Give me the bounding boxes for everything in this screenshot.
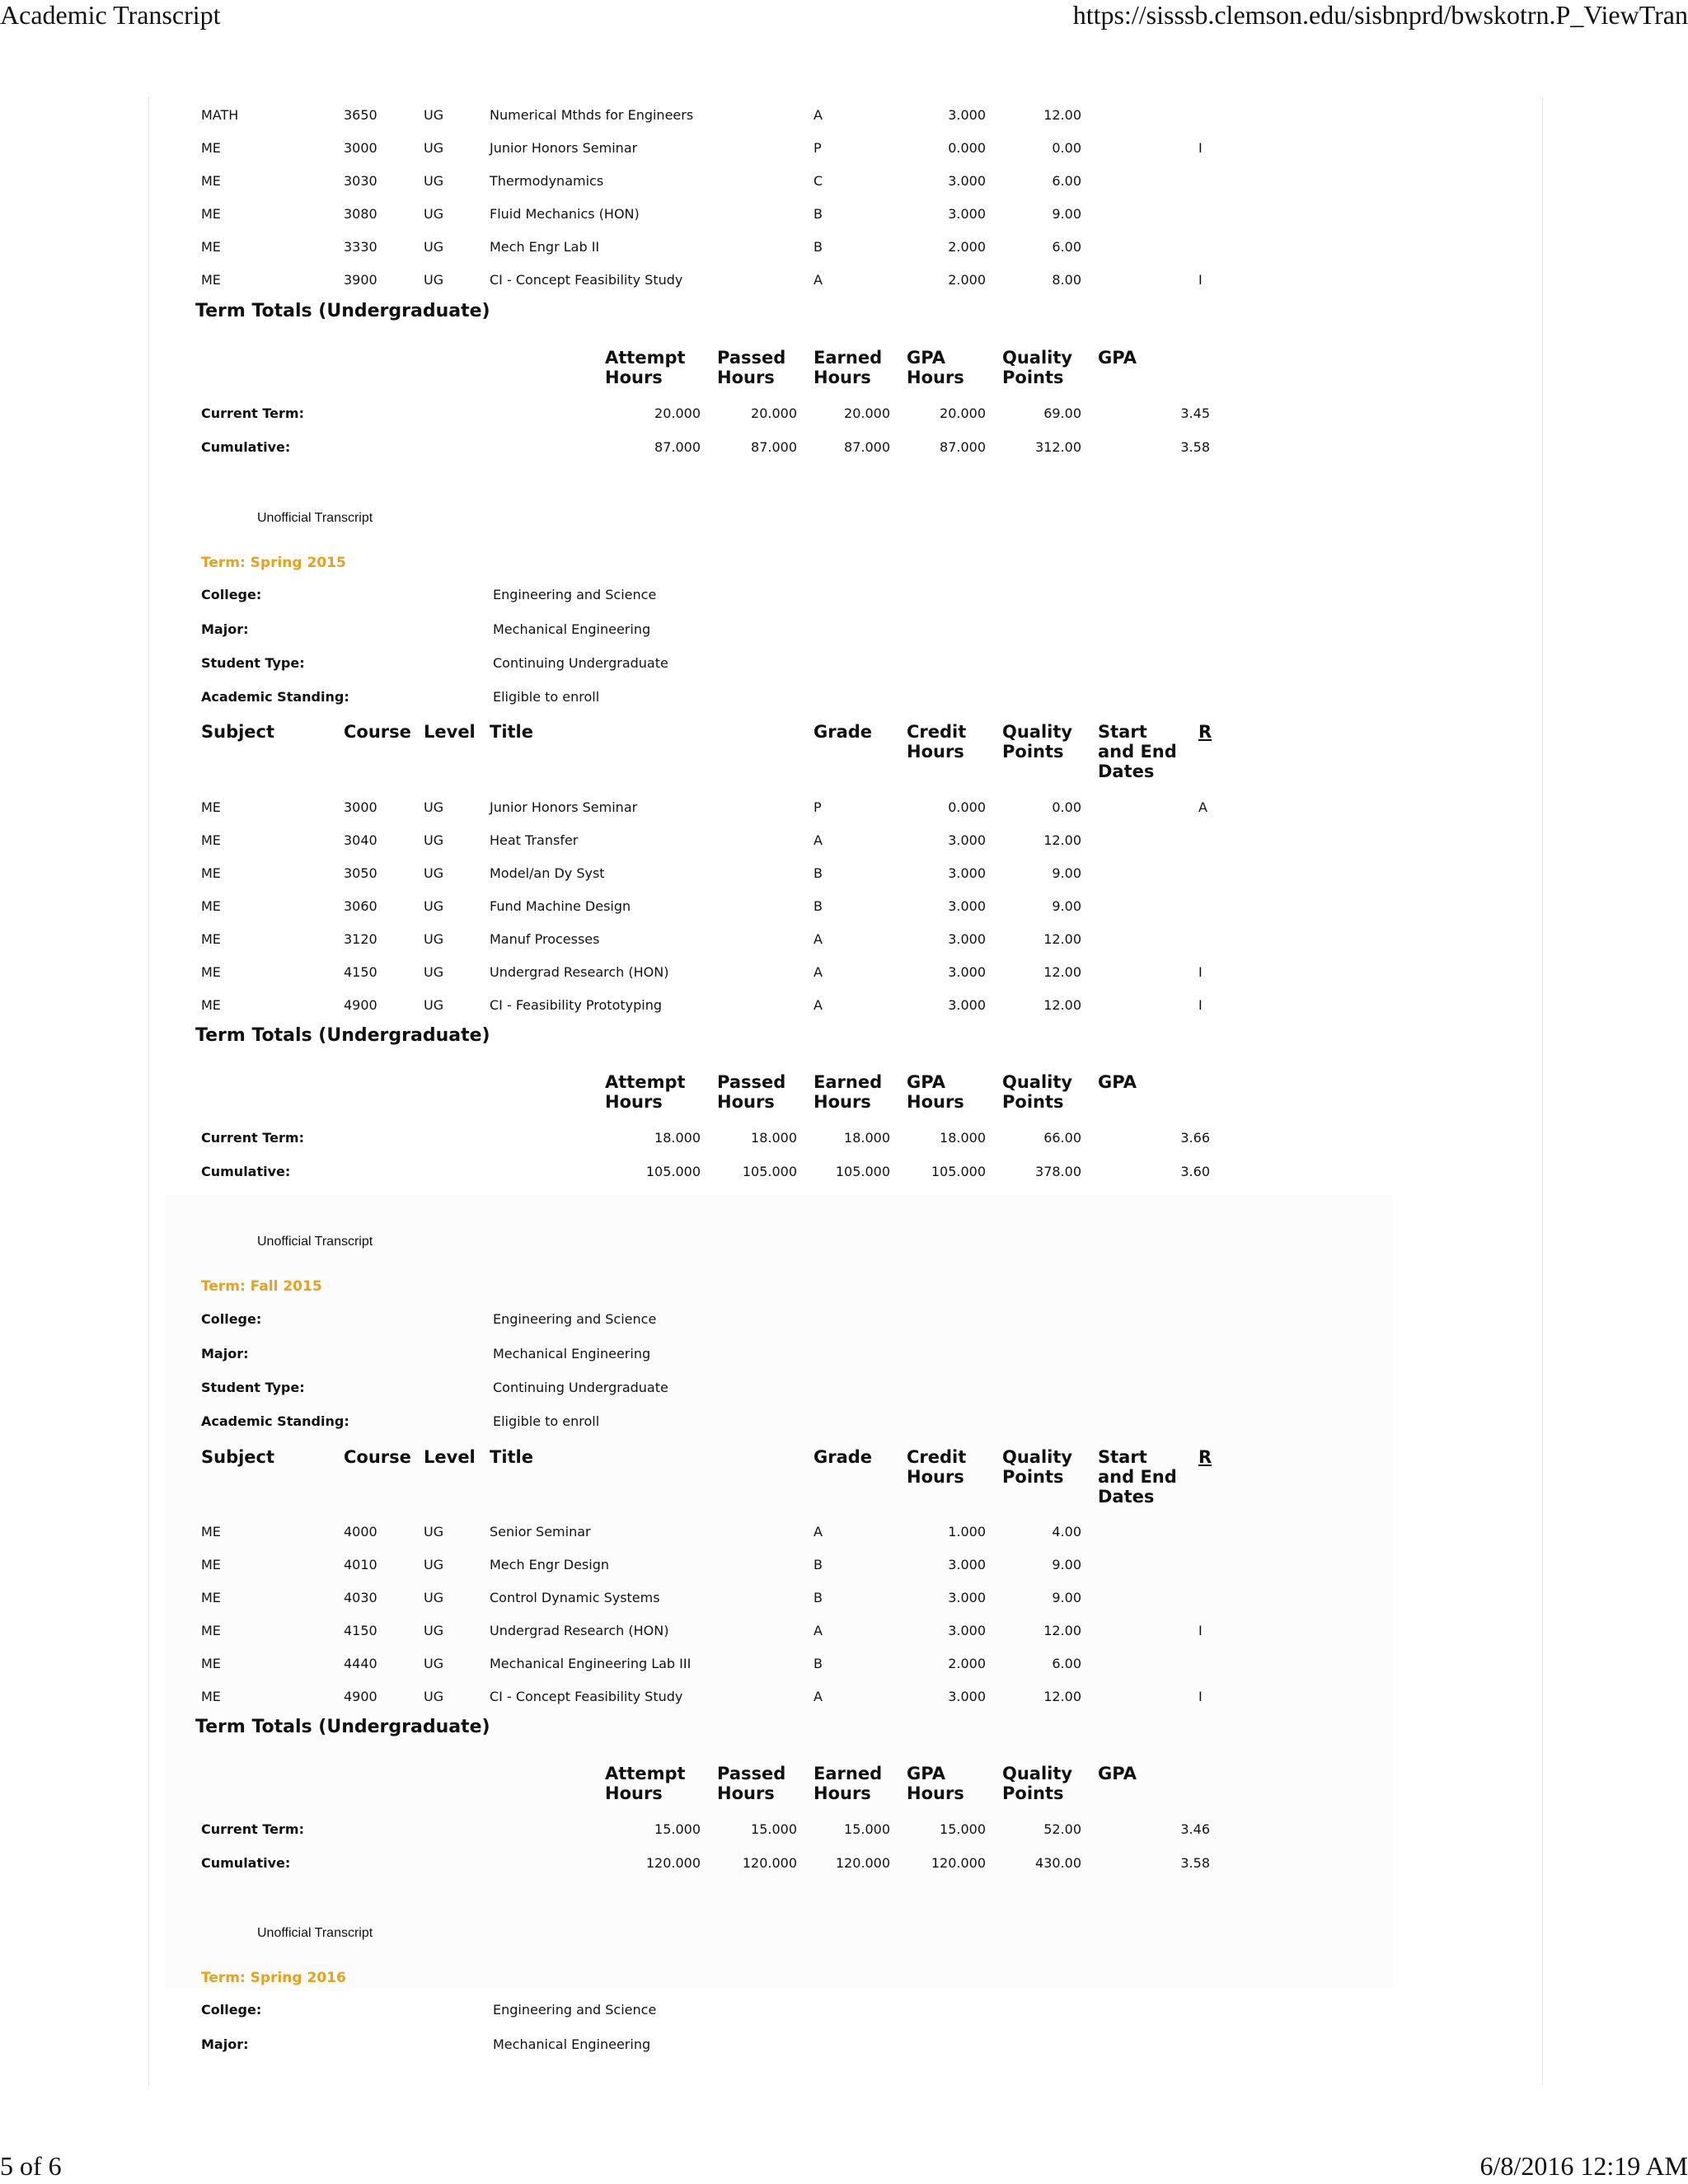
- column-header-subject: Subject: [201, 1447, 275, 1467]
- course-level-cell: UG: [424, 799, 444, 815]
- column-header-dates: Start and End Dates: [1098, 722, 1177, 781]
- course-subject-cell: ME: [201, 173, 221, 189]
- course-r-cell: A: [1198, 799, 1207, 815]
- course-credit-cell: 3.000: [948, 931, 986, 947]
- info-label-major: Major:: [201, 1346, 249, 1361]
- course-level-cell: UG: [424, 931, 444, 947]
- course-credit-cell: 3.000: [948, 1590, 986, 1605]
- course-level-cell: UG: [424, 107, 444, 123]
- current-term-label: Current Term:: [201, 405, 304, 421]
- current-gpa-value: 3.66: [1180, 1130, 1210, 1146]
- course-level-cell: UG: [424, 964, 444, 980]
- course-title-cell: CI - Concept Feasibility Study: [490, 272, 683, 288]
- term-totals-heading: Term Totals (Undergraduate): [195, 1717, 490, 1737]
- course-grade-cell: A: [814, 107, 823, 123]
- course-title-cell: Model/an Dy Syst: [490, 865, 605, 881]
- term-heading: Term: Spring 2016: [201, 1970, 346, 1986]
- course-quality-cell: 9.00: [1052, 898, 1081, 914]
- course-level-cell: UG: [424, 1524, 444, 1540]
- course-course-cell: 3650: [344, 107, 377, 123]
- column-header-title: Title: [490, 1447, 534, 1467]
- cumulative-quality-value: 312.00: [1035, 439, 1081, 455]
- course-subject-cell: ME: [201, 964, 221, 980]
- course-r-cell: I: [1198, 140, 1203, 156]
- current-passed-value: 18.000: [751, 1130, 797, 1146]
- course-quality-cell: 12.00: [1043, 107, 1081, 123]
- column-header-title: Title: [490, 722, 534, 742]
- column-header-r: R: [1198, 1447, 1212, 1467]
- course-title-cell: Mechanical Engineering Lab III: [490, 1656, 692, 1671]
- course-quality-cell: 9.00: [1052, 1557, 1081, 1572]
- course-subject-cell: ME: [201, 1623, 221, 1638]
- info-label-major: Major:: [201, 621, 249, 637]
- course-grade-cell: C: [814, 173, 823, 189]
- course-credit-cell: 3.000: [948, 1623, 986, 1638]
- totals-header-attempt: Attempt Hours: [605, 348, 686, 387]
- cumulative-label: Cumulative:: [201, 1855, 291, 1871]
- course-quality-cell: 9.00: [1052, 865, 1081, 881]
- course-course-cell: 3040: [344, 832, 377, 848]
- course-credit-cell: 2.000: [948, 272, 986, 288]
- course-grade-cell: A: [814, 1623, 823, 1638]
- column-header-grade: Grade: [814, 722, 873, 742]
- course-r-cell: I: [1198, 964, 1203, 980]
- totals-header-attempt: Attempt Hours: [605, 1764, 686, 1803]
- course-level-cell: UG: [424, 1656, 444, 1671]
- cumulative-earned-value: 120.000: [835, 1855, 890, 1871]
- course-grade-cell: P: [814, 799, 822, 815]
- cumulative-gpa-value: 3.58: [1180, 439, 1210, 455]
- course-credit-cell: 3.000: [948, 832, 986, 848]
- column-header-level: Level: [424, 722, 476, 742]
- current-attempt-value: 20.000: [654, 405, 701, 421]
- column-header-credit: Credit Hours: [907, 722, 967, 762]
- course-title-cell: Undergrad Research (HON): [490, 964, 669, 980]
- column-header-grade: Grade: [814, 1447, 873, 1467]
- info-value-major: Mechanical Engineering: [493, 621, 651, 637]
- course-title-cell: Thermodynamics: [490, 173, 604, 189]
- totals-header-gpa: GPA: [1098, 1072, 1137, 1092]
- totals-header-attempt: Attempt Hours: [605, 1072, 686, 1112]
- course-course-cell: 3050: [344, 865, 377, 881]
- cumulative-label: Cumulative:: [201, 1164, 291, 1179]
- unofficial-transcript-label: Unofficial Transcript: [257, 511, 373, 525]
- course-quality-cell: 6.00: [1052, 173, 1081, 189]
- current-term-label: Current Term:: [201, 1821, 304, 1837]
- course-course-cell: 3120: [344, 931, 377, 947]
- current-attempt-value: 15.000: [654, 1821, 701, 1837]
- cumulative-gpa-value: 3.58: [1180, 1855, 1210, 1871]
- course-grade-cell: B: [814, 1557, 823, 1572]
- course-subject-cell: ME: [201, 997, 221, 1013]
- course-course-cell: 4900: [344, 997, 377, 1013]
- course-credit-cell: 3.000: [948, 898, 986, 914]
- course-subject-cell: ME: [201, 832, 221, 848]
- course-quality-cell: 12.00: [1043, 1689, 1081, 1704]
- totals-header-gpa: GPA: [1098, 1764, 1137, 1783]
- current-earned-value: 20.000: [844, 405, 890, 421]
- cumulative-earned-value: 105.000: [835, 1164, 890, 1179]
- course-grade-cell: B: [814, 1656, 823, 1671]
- cumulative-attempt-value: 87.000: [654, 439, 701, 455]
- column-header-level: Level: [424, 1447, 476, 1467]
- column-header-course: Course: [344, 1447, 411, 1467]
- course-title-cell: Undergrad Research (HON): [490, 1623, 669, 1638]
- course-level-cell: UG: [424, 1557, 444, 1572]
- course-course-cell: 4150: [344, 964, 377, 980]
- course-subject-cell: ME: [201, 1557, 221, 1572]
- course-quality-cell: 6.00: [1052, 1656, 1081, 1671]
- course-level-cell: UG: [424, 997, 444, 1013]
- info-label-college: College:: [201, 1311, 262, 1327]
- column-header-dates: Start and End Dates: [1098, 1447, 1177, 1507]
- term-totals-heading: Term Totals (Undergraduate): [195, 301, 490, 321]
- course-level-cell: UG: [424, 1689, 444, 1704]
- totals-header-passed: Passed Hours: [717, 348, 786, 387]
- term-totals-heading: Term Totals (Undergraduate): [195, 1025, 490, 1046]
- course-title-cell: CI - Feasibility Prototyping: [490, 997, 662, 1013]
- course-title-cell: Heat Transfer: [490, 832, 579, 848]
- cumulative-attempt-value: 120.000: [645, 1855, 701, 1871]
- course-title-cell: Control Dynamic Systems: [490, 1590, 660, 1605]
- course-level-cell: UG: [424, 140, 444, 156]
- course-quality-cell: 12.00: [1043, 1623, 1081, 1638]
- totals-header-earned: Earned Hours: [814, 1764, 883, 1803]
- cumulative-passed-value: 87.000: [751, 439, 797, 455]
- course-level-cell: UG: [424, 832, 444, 848]
- course-credit-cell: 2.000: [948, 239, 986, 255]
- course-subject-cell: ME: [201, 272, 221, 288]
- course-quality-cell: 12.00: [1043, 964, 1081, 980]
- course-course-cell: 3080: [344, 206, 377, 222]
- totals-header-earned: Earned Hours: [814, 348, 883, 387]
- course-title-cell: Senior Seminar: [490, 1524, 591, 1540]
- course-grade-cell: B: [814, 206, 823, 222]
- course-level-cell: UG: [424, 239, 444, 255]
- course-title-cell: Mech Engr Lab II: [490, 239, 600, 255]
- course-subject-cell: ME: [201, 1524, 221, 1540]
- course-course-cell: 3000: [344, 140, 377, 156]
- info-label-college: College:: [201, 2002, 262, 2018]
- course-title-cell: Fluid Mechanics (HON): [490, 206, 640, 222]
- course-grade-cell: A: [814, 1689, 823, 1704]
- course-credit-cell: 3.000: [948, 1689, 986, 1704]
- current-gpa-hours-value: 15.000: [940, 1821, 986, 1837]
- course-quality-cell: 0.00: [1052, 140, 1081, 156]
- cumulative-gpa-hours-value: 87.000: [940, 439, 986, 455]
- course-subject-cell: MATH: [201, 107, 239, 123]
- course-course-cell: 4440: [344, 1656, 377, 1671]
- course-subject-cell: ME: [201, 1656, 221, 1671]
- current-earned-value: 15.000: [844, 1821, 890, 1837]
- cumulative-quality-value: 378.00: [1035, 1164, 1081, 1179]
- totals-header-gpahours: GPA Hours: [907, 1764, 964, 1803]
- course-subject-cell: ME: [201, 1689, 221, 1704]
- course-r-cell: I: [1198, 1689, 1203, 1704]
- info-label-standing: Academic Standing:: [201, 1413, 349, 1429]
- course-level-cell: UG: [424, 173, 444, 189]
- totals-header-quality: Quality Points: [1002, 1764, 1073, 1803]
- column-header-credit: Credit Hours: [907, 1447, 967, 1487]
- course-title-cell: CI - Concept Feasibility Study: [490, 1689, 683, 1704]
- totals-header-gpahours: GPA Hours: [907, 1072, 964, 1112]
- unofficial-transcript-label: Unofficial Transcript: [257, 1926, 373, 1940]
- course-course-cell: 3330: [344, 239, 377, 255]
- course-subject-cell: ME: [201, 931, 221, 947]
- course-credit-cell: 2.000: [948, 1656, 986, 1671]
- current-passed-value: 15.000: [751, 1821, 797, 1837]
- unofficial-transcript-label: Unofficial Transcript: [257, 1235, 373, 1249]
- course-level-cell: UG: [424, 1590, 444, 1605]
- info-label-standing: Academic Standing:: [201, 689, 349, 705]
- course-grade-cell: B: [814, 239, 823, 255]
- course-quality-cell: 12.00: [1043, 832, 1081, 848]
- course-title-cell: Fund Machine Design: [490, 898, 631, 914]
- course-course-cell: 4010: [344, 1557, 377, 1572]
- course-quality-cell: 9.00: [1052, 1590, 1081, 1605]
- course-credit-cell: 1.000: [948, 1524, 986, 1540]
- info-value-standing: Eligible to enroll: [493, 689, 600, 705]
- current-gpa-hours-value: 18.000: [940, 1130, 986, 1146]
- column-header-quality: Quality Points: [1002, 722, 1073, 762]
- info-value-standing: Eligible to enroll: [493, 1413, 600, 1429]
- info-label-student-type: Student Type:: [201, 655, 305, 671]
- totals-header-quality: Quality Points: [1002, 348, 1073, 387]
- course-title-cell: Mech Engr Design: [490, 1557, 609, 1572]
- course-level-cell: UG: [424, 272, 444, 288]
- course-grade-cell: B: [814, 898, 823, 914]
- current-gpa-hours-value: 20.000: [940, 405, 986, 421]
- totals-header-gpa: GPA: [1098, 348, 1137, 368]
- course-credit-cell: 3.000: [948, 107, 986, 123]
- course-subject-cell: ME: [201, 206, 221, 222]
- cumulative-quality-value: 430.00: [1035, 1855, 1081, 1871]
- course-title-cell: Junior Honors Seminar: [490, 140, 638, 156]
- cumulative-passed-value: 105.000: [742, 1164, 797, 1179]
- column-header-subject: Subject: [201, 722, 275, 742]
- course-quality-cell: 0.00: [1052, 799, 1081, 815]
- info-value-major: Mechanical Engineering: [493, 1346, 651, 1361]
- course-grade-cell: A: [814, 997, 823, 1013]
- column-header-r: R: [1198, 722, 1212, 742]
- current-quality-value: 69.00: [1043, 405, 1081, 421]
- column-header-quality: Quality Points: [1002, 1447, 1073, 1487]
- totals-header-quality: Quality Points: [1002, 1072, 1073, 1112]
- course-course-cell: 3900: [344, 272, 377, 288]
- course-level-cell: UG: [424, 206, 444, 222]
- cumulative-gpa-value: 3.60: [1180, 1164, 1210, 1179]
- info-label-major: Major:: [201, 2036, 249, 2052]
- course-subject-cell: ME: [201, 140, 221, 156]
- course-course-cell: 4030: [344, 1590, 377, 1605]
- course-grade-cell: A: [814, 931, 823, 947]
- current-earned-value: 18.000: [844, 1130, 890, 1146]
- course-grade-cell: P: [814, 140, 822, 156]
- cumulative-gpa-hours-value: 105.000: [931, 1164, 986, 1179]
- course-title-cell: Manuf Processes: [490, 931, 600, 947]
- totals-header-passed: Passed Hours: [717, 1072, 786, 1112]
- course-r-cell: I: [1198, 1623, 1203, 1638]
- info-label-student-type: Student Type:: [201, 1380, 305, 1395]
- browser-page-title: Academic Transcript: [0, 0, 221, 30]
- current-passed-value: 20.000: [751, 405, 797, 421]
- info-value-college: Engineering and Science: [493, 587, 657, 602]
- term-heading: Term: Fall 2015: [201, 1278, 322, 1295]
- course-course-cell: 3060: [344, 898, 377, 914]
- cumulative-attempt-value: 105.000: [645, 1164, 701, 1179]
- page-number: 5 of 6: [0, 2151, 62, 2181]
- course-subject-cell: ME: [201, 239, 221, 255]
- current-term-label: Current Term:: [201, 1130, 304, 1146]
- course-credit-cell: 3.000: [948, 997, 986, 1013]
- course-course-cell: 3030: [344, 173, 377, 189]
- course-quality-cell: 4.00: [1052, 1524, 1081, 1540]
- course-level-cell: UG: [424, 865, 444, 881]
- course-grade-cell: A: [814, 272, 823, 288]
- course-quality-cell: 6.00: [1052, 239, 1081, 255]
- course-credit-cell: 3.000: [948, 865, 986, 881]
- course-credit-cell: 0.000: [948, 799, 986, 815]
- course-credit-cell: 0.000: [948, 140, 986, 156]
- current-gpa-value: 3.45: [1180, 405, 1210, 421]
- current-gpa-value: 3.46: [1180, 1821, 1210, 1837]
- course-level-cell: UG: [424, 1623, 444, 1638]
- course-credit-cell: 3.000: [948, 206, 986, 222]
- course-grade-cell: B: [814, 1590, 823, 1605]
- course-title-cell: Junior Honors Seminar: [490, 799, 638, 815]
- cumulative-passed-value: 120.000: [742, 1855, 797, 1871]
- info-value-major: Mechanical Engineering: [493, 2036, 651, 2052]
- course-quality-cell: 12.00: [1043, 931, 1081, 947]
- course-course-cell: 4150: [344, 1623, 377, 1638]
- info-value-college: Engineering and Science: [493, 2002, 657, 2018]
- course-grade-cell: B: [814, 865, 823, 881]
- course-credit-cell: 3.000: [948, 964, 986, 980]
- current-quality-value: 66.00: [1043, 1130, 1081, 1146]
- course-subject-cell: ME: [201, 799, 221, 815]
- course-title-cell: Numerical Mthds for Engineers: [490, 107, 694, 123]
- course-level-cell: UG: [424, 898, 444, 914]
- course-grade-cell: A: [814, 964, 823, 980]
- cumulative-gpa-hours-value: 120.000: [931, 1855, 986, 1871]
- current-quality-value: 52.00: [1043, 1821, 1081, 1837]
- term-heading: Term: Spring 2015: [201, 555, 346, 571]
- course-subject-cell: ME: [201, 1590, 221, 1605]
- info-value-college: Engineering and Science: [493, 1311, 657, 1327]
- course-course-cell: 3000: [344, 799, 377, 815]
- course-quality-cell: 8.00: [1052, 272, 1081, 288]
- totals-header-passed: Passed Hours: [717, 1764, 786, 1803]
- course-grade-cell: A: [814, 832, 823, 848]
- page-url: https://sisssb.clemson.edu/sisbnprd/bwskotrn.P_ViewTran: [1072, 0, 1688, 30]
- course-credit-cell: 3.000: [948, 173, 986, 189]
- course-r-cell: I: [1198, 272, 1203, 288]
- info-value-student-type: Continuing Undergraduate: [493, 655, 668, 671]
- info-label-college: College:: [201, 587, 262, 602]
- course-quality-cell: 9.00: [1052, 206, 1081, 222]
- print-datetime: 6/8/2016 12:19 AM: [1479, 2151, 1688, 2181]
- totals-header-gpahours: GPA Hours: [907, 348, 964, 387]
- totals-header-earned: Earned Hours: [814, 1072, 883, 1112]
- course-credit-cell: 3.000: [948, 1557, 986, 1572]
- cumulative-label: Cumulative:: [201, 439, 291, 455]
- cumulative-earned-value: 87.000: [844, 439, 890, 455]
- course-grade-cell: A: [814, 1524, 823, 1540]
- course-r-cell: I: [1198, 997, 1203, 1013]
- course-course-cell: 4000: [344, 1524, 377, 1540]
- course-course-cell: 4900: [344, 1689, 377, 1704]
- current-attempt-value: 18.000: [654, 1130, 701, 1146]
- info-value-student-type: Continuing Undergraduate: [493, 1380, 668, 1395]
- course-subject-cell: ME: [201, 865, 221, 881]
- column-header-course: Course: [344, 722, 411, 742]
- course-subject-cell: ME: [201, 898, 221, 914]
- course-quality-cell: 12.00: [1043, 997, 1081, 1013]
